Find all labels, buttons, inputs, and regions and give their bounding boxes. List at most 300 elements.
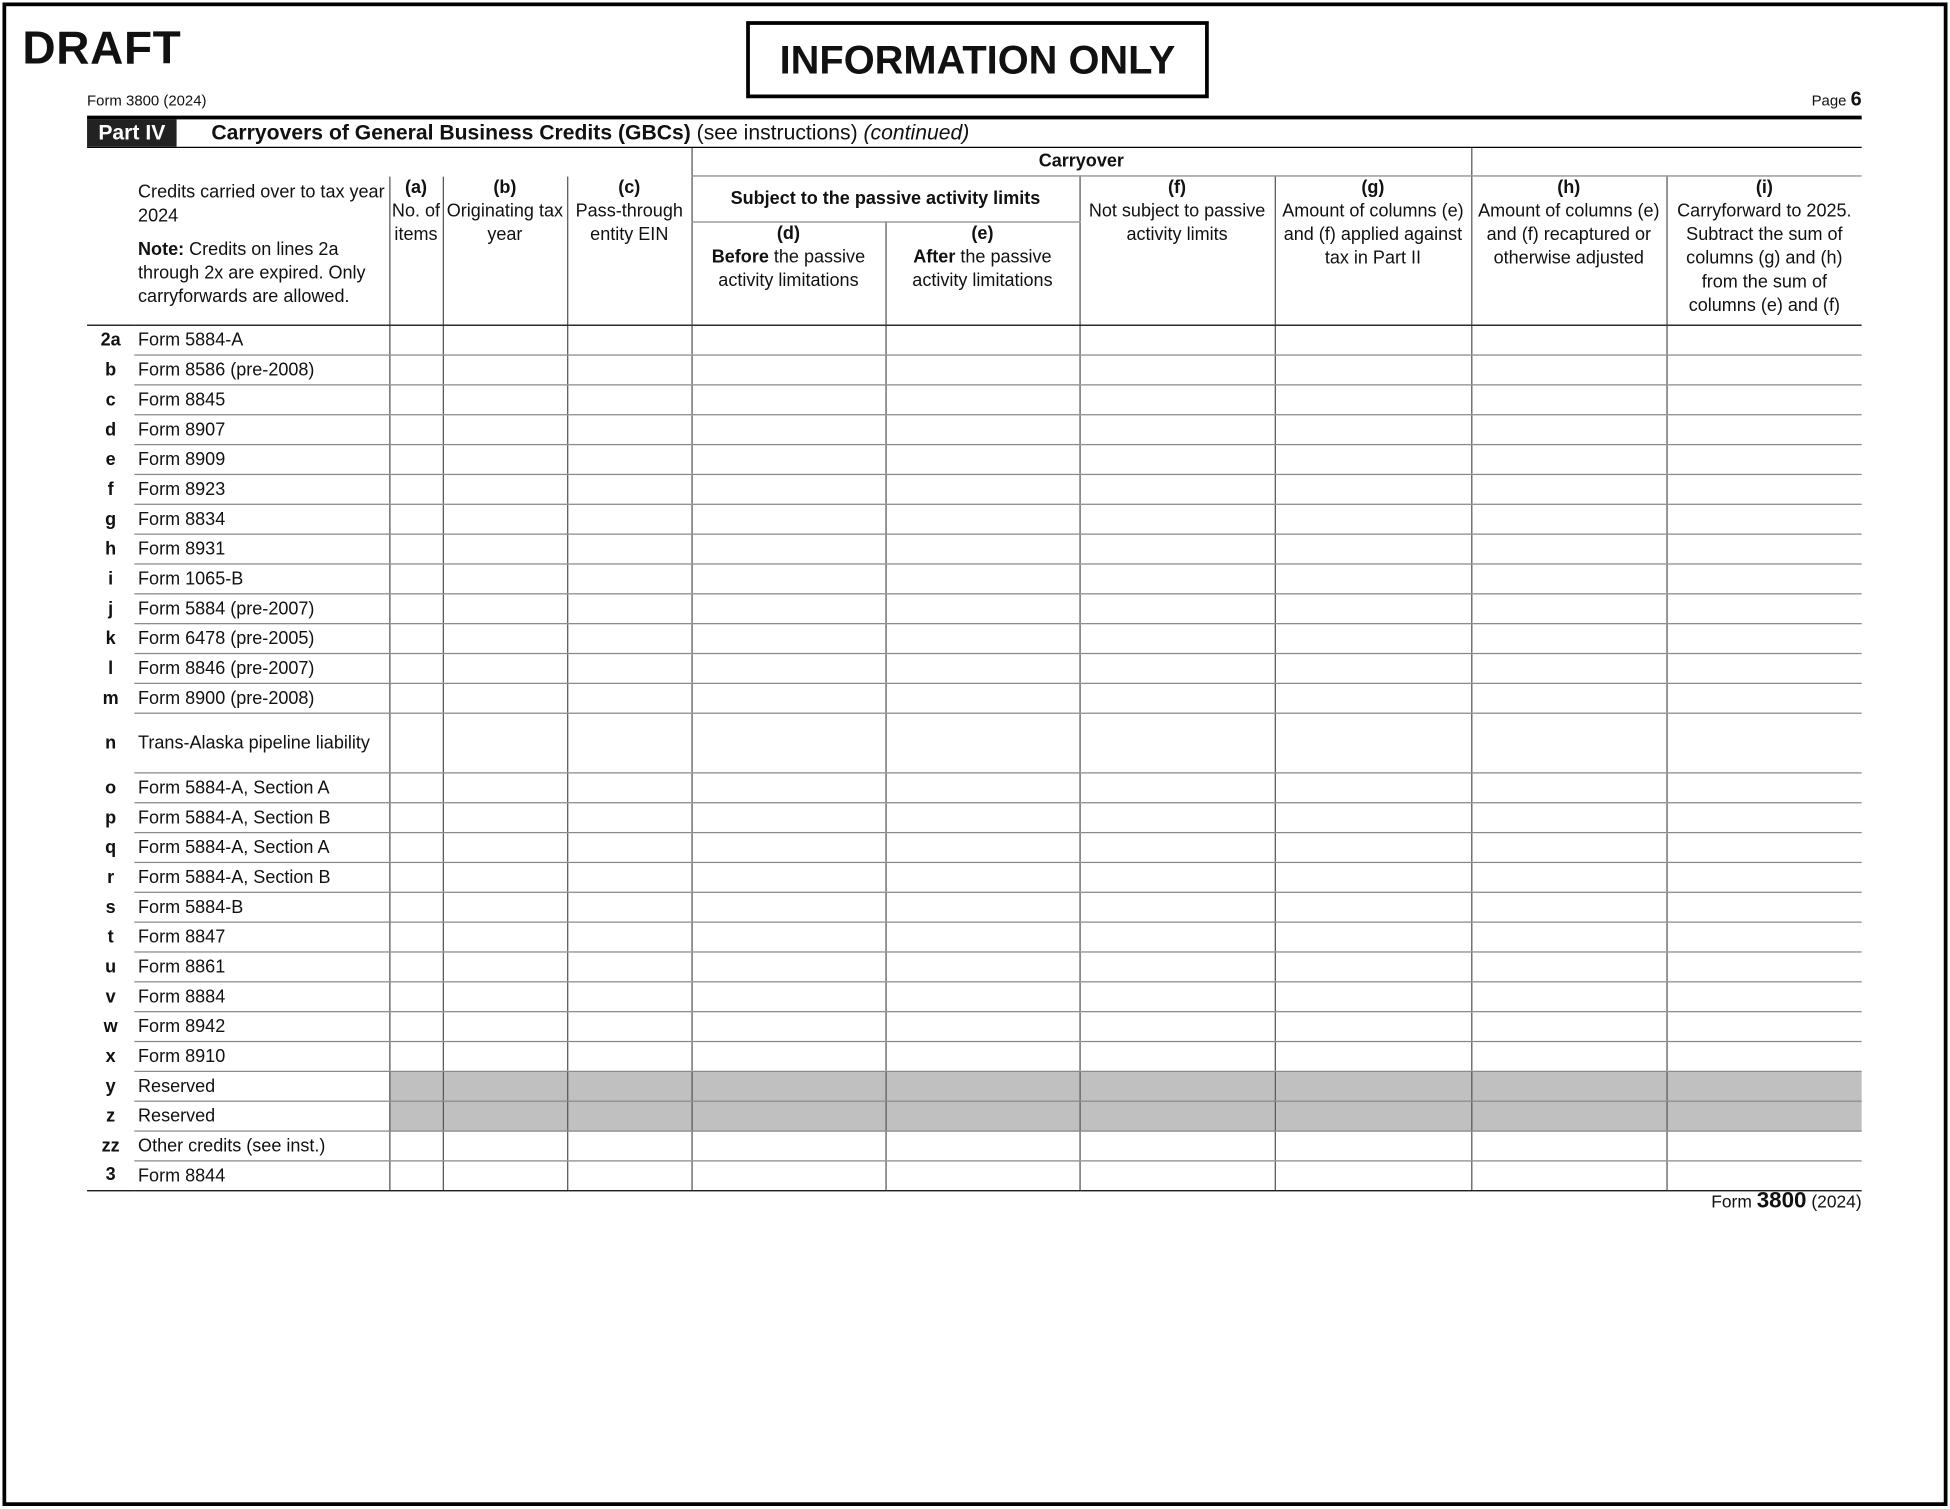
cell-col-e[interactable]	[885, 504, 1079, 534]
cell-col-h[interactable]	[1471, 1161, 1666, 1191]
col-key: (d)	[776, 223, 800, 244]
cell-col-b[interactable]	[443, 1012, 567, 1042]
cell-col-g[interactable]	[1275, 833, 1471, 863]
cell-col-c[interactable]	[567, 325, 691, 355]
col-key: (b)	[493, 177, 517, 198]
cell-col-g[interactable]	[1275, 594, 1471, 624]
cell-col-f[interactable]	[1079, 982, 1274, 1012]
cell-col-b[interactable]	[443, 564, 567, 594]
line-number: n	[105, 733, 117, 753]
cell-col-g	[1275, 1071, 1471, 1101]
cell-col-f[interactable]	[1079, 624, 1274, 654]
cell-col-b[interactable]	[443, 445, 567, 475]
table-row	[87, 922, 1862, 952]
cell-col-h[interactable]	[1471, 415, 1666, 445]
cell-col-i[interactable]	[1666, 564, 1861, 594]
cell-col-i[interactable]	[1666, 773, 1861, 803]
cell-col-i[interactable]	[1666, 713, 1861, 773]
cell-col-f[interactable]	[1079, 1161, 1274, 1191]
cell-col-d[interactable]	[691, 922, 885, 952]
cell-col-f[interactable]	[1079, 773, 1274, 803]
cell-col-c[interactable]	[567, 683, 691, 713]
cell-col-e[interactable]	[885, 445, 1079, 475]
cell-col-g[interactable]	[1275, 504, 1471, 534]
cell-col-c[interactable]	[567, 594, 691, 624]
footer-form: 3800	[1756, 1187, 1807, 1213]
cell-col-c[interactable]	[567, 773, 691, 803]
cell-col-c[interactable]	[567, 474, 691, 504]
col-rest: the passive activity limitations	[718, 247, 866, 292]
cell-col-h[interactable]	[1471, 474, 1666, 504]
cell-col-b[interactable]	[443, 1042, 567, 1072]
cell-col-b	[443, 1071, 567, 1101]
cell-col-a[interactable]	[389, 1042, 442, 1072]
line-label: Form 8909	[134, 445, 389, 475]
col-key: (i)	[1755, 177, 1773, 198]
cell-col-i[interactable]	[1666, 982, 1861, 1012]
cell-col-h[interactable]	[1471, 862, 1666, 892]
cell-col-h[interactable]	[1471, 1042, 1666, 1072]
cell-col-a[interactable]	[389, 654, 442, 684]
cell-col-a[interactable]	[389, 803, 442, 833]
cell-col-c[interactable]	[567, 952, 691, 982]
cell-col-d[interactable]	[691, 415, 885, 445]
cell-col-e[interactable]	[885, 474, 1079, 504]
cell-col-c[interactable]	[567, 534, 691, 564]
cell-col-e[interactable]	[885, 1012, 1079, 1042]
part-title	[211, 119, 969, 146]
cell-col-f[interactable]	[1079, 803, 1274, 833]
cell-col-e[interactable]	[885, 773, 1079, 803]
cell-col-f[interactable]	[1079, 683, 1274, 713]
cell-col-e[interactable]	[885, 892, 1079, 922]
cell-col-d[interactable]	[691, 1012, 885, 1042]
cell-col-d[interactable]	[691, 325, 885, 355]
cell-col-i[interactable]	[1666, 355, 1861, 385]
cell-col-a[interactable]	[389, 862, 442, 892]
cell-col-e[interactable]	[885, 833, 1079, 863]
footer-year: (2024)	[1806, 1191, 1862, 1212]
table-row	[87, 445, 1862, 475]
cell-col-g[interactable]	[1275, 803, 1471, 833]
cell-col-f[interactable]	[1079, 654, 1274, 684]
cell-col-h[interactable]	[1471, 534, 1666, 564]
table-row	[87, 952, 1862, 982]
line-number: b	[105, 360, 117, 380]
line-number: 3	[87, 1161, 134, 1191]
cell-col-f[interactable]	[1079, 385, 1274, 415]
cell-col-b[interactable]	[443, 713, 567, 773]
col-text	[692, 246, 885, 293]
cell-col-a[interactable]	[389, 922, 442, 952]
cell-col-h[interactable]	[1471, 564, 1666, 594]
cell-col-c[interactable]	[567, 833, 691, 863]
cell-col-b[interactable]	[443, 385, 567, 415]
cell-col-c[interactable]	[567, 564, 691, 594]
cell-col-h[interactable]	[1471, 355, 1666, 385]
cell-col-c[interactable]	[567, 713, 691, 773]
cell-col-f[interactable]	[1079, 952, 1274, 982]
cell-col-g[interactable]	[1275, 355, 1471, 385]
cell-col-c[interactable]	[567, 803, 691, 833]
line-label: Form 8923	[134, 474, 389, 504]
cell-col-b[interactable]	[443, 474, 567, 504]
cell-col-f[interactable]	[1079, 325, 1274, 355]
col-d-header	[691, 222, 885, 325]
cell-col-e[interactable]	[885, 803, 1079, 833]
cell-col-e[interactable]	[885, 1161, 1079, 1191]
cell-col-a[interactable]	[389, 713, 442, 773]
line-number: z	[106, 1106, 116, 1127]
cell-col-c[interactable]	[567, 862, 691, 892]
cell-col-i[interactable]	[1666, 594, 1861, 624]
cell-col-i[interactable]	[1666, 474, 1861, 504]
line-label: Form 8907	[134, 415, 389, 445]
table-row	[87, 534, 1862, 564]
cell-col-d[interactable]	[691, 355, 885, 385]
cell-col-e[interactable]	[885, 1042, 1079, 1072]
table-row	[87, 1012, 1862, 1042]
cell-col-g[interactable]	[1275, 773, 1471, 803]
cell-col-f[interactable]	[1079, 922, 1274, 952]
cell-col-g[interactable]	[1275, 564, 1471, 594]
cell-col-e[interactable]	[885, 325, 1079, 355]
cell-col-d[interactable]	[691, 683, 885, 713]
cell-col-b[interactable]	[443, 833, 567, 863]
cell-col-h[interactable]	[1471, 773, 1666, 803]
cell-col-h[interactable]	[1471, 504, 1666, 534]
cell-col-a[interactable]	[389, 1012, 442, 1042]
line-number: m	[102, 688, 119, 709]
table-row	[87, 385, 1862, 415]
table-row	[87, 833, 1862, 863]
line-number: e	[105, 449, 116, 470]
cell-col-g[interactable]	[1275, 474, 1471, 504]
cell-col-e	[885, 1071, 1079, 1101]
cell-col-a[interactable]	[389, 683, 442, 713]
cell-col-d[interactable]	[691, 833, 885, 863]
cell-col-e[interactable]	[885, 534, 1079, 564]
table-row	[87, 683, 1862, 713]
col-i-header	[1666, 176, 1861, 325]
cell-col-g[interactable]	[1275, 1042, 1471, 1072]
cell-col-b[interactable]	[443, 862, 567, 892]
cell-col-d[interactable]	[691, 654, 885, 684]
cell-col-g[interactable]	[1275, 1161, 1471, 1191]
cell-col-h[interactable]	[1471, 683, 1666, 713]
cell-col-b[interactable]	[443, 654, 567, 684]
cell-col-g[interactable]	[1275, 713, 1471, 773]
cell-col-i[interactable]	[1666, 833, 1861, 863]
cell-col-e[interactable]	[885, 385, 1079, 415]
cell-col-i[interactable]	[1666, 862, 1861, 892]
cell-col-d[interactable]	[691, 803, 885, 833]
cell-col-f[interactable]	[1079, 1012, 1274, 1042]
cell-col-g[interactable]	[1275, 922, 1471, 952]
cell-col-d[interactable]	[691, 594, 885, 624]
cell-col-a[interactable]	[389, 534, 442, 564]
cell-col-a[interactable]	[389, 325, 442, 355]
cell-col-i[interactable]	[1666, 504, 1861, 534]
cell-col-c[interactable]	[567, 445, 691, 475]
cell-col-b[interactable]	[443, 534, 567, 564]
cell-col-h[interactable]	[1471, 594, 1666, 624]
cell-col-a[interactable]	[389, 833, 442, 863]
cell-col-f[interactable]	[1079, 445, 1274, 475]
cell-col-c[interactable]	[567, 654, 691, 684]
cell-col-g[interactable]	[1275, 862, 1471, 892]
cell-col-h[interactable]	[1471, 1012, 1666, 1042]
cell-col-c[interactable]	[567, 624, 691, 654]
cell-col-f[interactable]	[1079, 564, 1274, 594]
col-key: (f)	[1168, 177, 1187, 198]
cell-col-h[interactable]	[1471, 654, 1666, 684]
cell-col-d[interactable]	[691, 713, 885, 773]
cell-col-d[interactable]	[691, 445, 885, 475]
cell-col-a	[389, 1071, 442, 1101]
cell-col-g[interactable]	[1275, 385, 1471, 415]
table-row	[87, 862, 1862, 892]
col-key: (a)	[404, 177, 428, 198]
cell-col-d[interactable]	[691, 862, 885, 892]
cell-col-d[interactable]	[691, 385, 885, 415]
cell-col-f[interactable]	[1079, 1042, 1274, 1072]
col-text: Originating tax year	[446, 200, 564, 245]
cell-col-i[interactable]	[1666, 624, 1861, 654]
cell-col-h[interactable]	[1471, 385, 1666, 415]
line-label: Form 8846 (pre-2007)	[134, 654, 389, 684]
cell-col-d[interactable]	[691, 1161, 885, 1191]
cell-col-g[interactable]	[1275, 952, 1471, 982]
cell-col-h[interactable]	[1471, 892, 1666, 922]
cell-col-f[interactable]	[1079, 1131, 1274, 1161]
cell-col-b[interactable]	[443, 773, 567, 803]
line-number: k	[105, 628, 116, 649]
line-number: y	[105, 1076, 116, 1097]
col-g-header	[1275, 176, 1471, 325]
cell-col-i[interactable]	[1666, 1161, 1861, 1191]
cell-col-h[interactable]	[1471, 325, 1666, 355]
cell-col-a[interactable]	[389, 892, 442, 922]
cell-col-c[interactable]	[567, 355, 691, 385]
cell-col-f[interactable]	[1079, 415, 1274, 445]
cell-col-a[interactable]	[389, 1161, 442, 1191]
cell-col-e[interactable]	[885, 862, 1079, 892]
cell-col-d[interactable]	[691, 504, 885, 534]
line-number: 2a	[100, 330, 121, 351]
cell-col-d[interactable]	[691, 892, 885, 922]
line-label: Form 8834	[134, 504, 389, 534]
cell-col-f[interactable]	[1079, 594, 1274, 624]
cell-col-b[interactable]	[443, 504, 567, 534]
line-label: Form 8586 (pre-2008)	[134, 355, 389, 385]
cell-col-g[interactable]	[1275, 654, 1471, 684]
cell-col-b[interactable]	[443, 594, 567, 624]
cell-col-a[interactable]	[389, 355, 442, 385]
cell-col-e[interactable]	[885, 594, 1079, 624]
cell-col-f[interactable]	[1079, 504, 1274, 534]
cell-col-e[interactable]	[885, 683, 1079, 713]
cell-col-d[interactable]	[691, 1042, 885, 1072]
cell-col-h[interactable]	[1471, 624, 1666, 654]
cell-col-b[interactable]	[443, 624, 567, 654]
cell-col-f[interactable]	[1079, 862, 1274, 892]
cell-col-i[interactable]	[1666, 534, 1861, 564]
cell-col-g[interactable]	[1275, 325, 1471, 355]
cell-col-e[interactable]	[885, 982, 1079, 1012]
cell-col-i[interactable]	[1666, 1042, 1861, 1072]
cell-col-a[interactable]	[389, 773, 442, 803]
cell-col-a[interactable]	[389, 982, 442, 1012]
cell-col-d[interactable]	[691, 1131, 885, 1161]
cell-col-e[interactable]	[885, 713, 1079, 773]
line-label: Form 5884-A	[134, 325, 389, 355]
line-number: l	[108, 658, 114, 679]
table-row	[87, 982, 1862, 1012]
cell-col-i[interactable]	[1666, 1131, 1861, 1161]
cell-col-g[interactable]	[1275, 534, 1471, 564]
cell-col-f[interactable]	[1079, 833, 1274, 863]
col-c-header	[567, 176, 691, 325]
cell-col-b[interactable]	[443, 1131, 567, 1161]
cell-col-i[interactable]	[1666, 1012, 1861, 1042]
cell-col-d[interactable]	[691, 474, 885, 504]
cell-col-e[interactable]	[885, 1131, 1079, 1161]
cell-col-f[interactable]	[1079, 474, 1274, 504]
cell-col-i[interactable]	[1666, 325, 1861, 355]
cell-col-c[interactable]	[567, 892, 691, 922]
cell-col-i[interactable]	[1666, 654, 1861, 684]
cell-col-h[interactable]	[1471, 922, 1666, 952]
cell-col-a[interactable]	[389, 445, 442, 475]
cell-col-c[interactable]	[567, 1042, 691, 1072]
col-key: (c)	[618, 177, 641, 198]
cell-col-i[interactable]	[1666, 922, 1861, 952]
cell-col-e[interactable]	[885, 415, 1079, 445]
carryover-header: Carryover	[691, 148, 1471, 176]
cell-col-a[interactable]	[389, 385, 442, 415]
cell-col-a[interactable]	[389, 1131, 442, 1161]
cell-col-d[interactable]	[691, 982, 885, 1012]
cell-col-i[interactable]	[1666, 385, 1861, 415]
col-key: (h)	[1557, 177, 1581, 198]
cell-col-a[interactable]	[389, 504, 442, 534]
cell-col-a[interactable]	[389, 594, 442, 624]
cell-col-d[interactable]	[691, 952, 885, 982]
cell-col-f[interactable]	[1079, 355, 1274, 385]
cell-col-i[interactable]	[1666, 952, 1861, 982]
cell-col-g[interactable]	[1275, 683, 1471, 713]
line-number: r	[107, 867, 115, 888]
cell-col-e[interactable]	[885, 654, 1079, 684]
cell-col-d[interactable]	[691, 534, 885, 564]
cell-col-e[interactable]	[885, 922, 1079, 952]
cell-col-c[interactable]	[567, 1131, 691, 1161]
cell-col-c[interactable]	[567, 415, 691, 445]
cell-col-b[interactable]	[443, 415, 567, 445]
cell-col-f[interactable]	[1079, 892, 1274, 922]
cell-col-e[interactable]	[885, 355, 1079, 385]
line-label: Form 8847	[134, 922, 389, 952]
cell-col-c[interactable]	[567, 922, 691, 952]
cell-col-d[interactable]	[691, 773, 885, 803]
col-bold: After	[913, 247, 956, 268]
line-label: Form 5884-A, Section A	[134, 833, 389, 863]
table-row	[87, 474, 1862, 504]
cell-col-g[interactable]	[1275, 445, 1471, 475]
cell-col-b[interactable]	[443, 982, 567, 1012]
cell-col-b[interactable]	[443, 952, 567, 982]
cell-col-h[interactable]	[1471, 713, 1666, 773]
cell-col-i[interactable]	[1666, 415, 1861, 445]
cell-col-h[interactable]	[1471, 803, 1666, 833]
cell-col-d[interactable]	[691, 564, 885, 594]
cell-col-h[interactable]	[1471, 833, 1666, 863]
cell-col-g[interactable]	[1275, 892, 1471, 922]
cell-col-a[interactable]	[389, 624, 442, 654]
cell-col-b[interactable]	[443, 922, 567, 952]
col-b-header	[443, 176, 567, 325]
cell-col-b[interactable]	[443, 355, 567, 385]
cell-col-f[interactable]	[1079, 713, 1274, 773]
cell-col-d	[691, 1101, 885, 1131]
cell-col-e[interactable]	[885, 564, 1079, 594]
cell-col-a[interactable]	[389, 952, 442, 982]
cell-col-g[interactable]	[1275, 1012, 1471, 1042]
cell-col-i[interactable]	[1666, 803, 1861, 833]
cell-col-c[interactable]	[567, 1012, 691, 1042]
cell-col-d[interactable]	[691, 624, 885, 654]
table-row	[87, 773, 1862, 803]
cell-col-b[interactable]	[443, 325, 567, 355]
cell-col-c[interactable]	[567, 1161, 691, 1191]
cell-col-g[interactable]	[1275, 1131, 1471, 1161]
table-row	[87, 624, 1862, 654]
cell-col-a[interactable]	[389, 474, 442, 504]
form-id: Form 3800 (2024)	[87, 92, 207, 110]
cell-col-b[interactable]	[443, 803, 567, 833]
cell-col-c[interactable]	[567, 504, 691, 534]
cell-col-a[interactable]	[389, 415, 442, 445]
line-label: Form 5884 (pre-2007)	[134, 594, 389, 624]
cell-col-g[interactable]	[1275, 624, 1471, 654]
cell-col-h[interactable]	[1471, 445, 1666, 475]
table-row	[87, 892, 1862, 922]
cell-col-i[interactable]	[1666, 445, 1861, 475]
cell-col-i[interactable]	[1666, 683, 1861, 713]
cell-col-c[interactable]	[567, 982, 691, 1012]
table-row	[87, 1071, 1862, 1101]
cell-col-e[interactable]	[885, 952, 1079, 982]
line-number: f	[107, 479, 114, 500]
cell-col-b[interactable]	[443, 892, 567, 922]
cell-col-e[interactable]	[885, 624, 1079, 654]
cell-col-b[interactable]	[443, 1161, 567, 1191]
cell-col-g[interactable]	[1275, 415, 1471, 445]
cell-col-a[interactable]	[389, 564, 442, 594]
cell-col-i[interactable]	[1666, 892, 1861, 922]
cell-col-b[interactable]	[443, 683, 567, 713]
cell-col-h	[1471, 1101, 1666, 1131]
cell-col-c[interactable]	[567, 385, 691, 415]
cell-col-f[interactable]	[1079, 534, 1274, 564]
line-label: Form 6478 (pre-2005)	[134, 624, 389, 654]
cell-col-h[interactable]	[1471, 982, 1666, 1012]
cell-col-h[interactable]	[1471, 1131, 1666, 1161]
cell-col-g[interactable]	[1275, 982, 1471, 1012]
cell-col-h[interactable]	[1471, 952, 1666, 982]
table-row	[87, 355, 1862, 385]
